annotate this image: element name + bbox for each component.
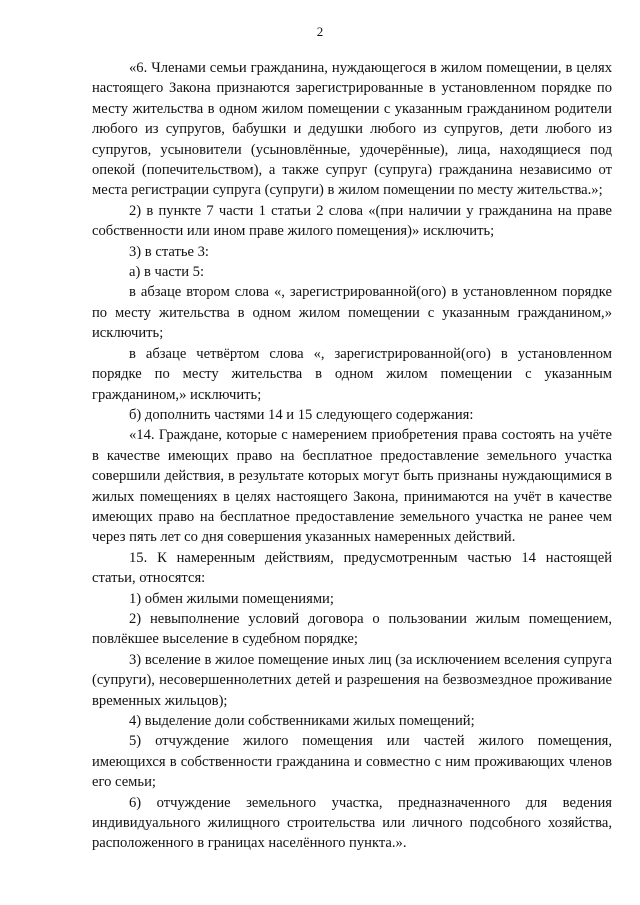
paragraph-article-3-heading: 3) в статье 3: bbox=[129, 243, 209, 260]
paragraph-fourth-clause: в абзаце четвёртом слова «, зарегистрированной(ого) в установленном порядке по месту жительства в одном жилом помещении с указанным гражданином,» исключить; bbox=[92, 345, 612, 403]
list-item-5: 5) отчуждение жилого помещения или частей жилого помещения, имеющихся в собственности гражданина и совместно с ним проживающих членов его семьи; bbox=[92, 733, 612, 791]
paragraph-part-15: 15. К намеренным действиям, предусмотренным частью 14 настоящей статьи, относятся: bbox=[92, 549, 612, 587]
list-item-2: 2) невыполнение условий договора о пользовании жилым помещением, повлёкшее выселение в судебном порядке; bbox=[92, 610, 612, 648]
paragraph-part-5-heading: а) в части 5: bbox=[129, 264, 205, 281]
paragraph-second-clause: в абзаце втором слова «, зарегистрированной(ого) в установленном порядке по месту жительства в одном жилом помещении с указанным гражданином,» исключить; bbox=[92, 284, 612, 342]
paragraph-amendment-article-2: 2) в пункте 7 части 1 статьи 2 слова «(при наличии у гражданина на праве собственности или ином праве жилого помещения)» исключить; bbox=[92, 202, 612, 240]
page-number: 2 bbox=[316, 24, 324, 39]
list-item-4: 4) выделение доли собственниками жилых помещений; bbox=[129, 713, 475, 729]
paragraph-family-members-definition: «6. Членами семьи гражданина, нуждающегося в жилом помещении, в целях настоящего Закона признаются зарегистрированные в установленном порядке по месту жительства в одном жилом помещении с указанным гражданином родители любого из супругов, бабушки и дедушки любого из супругов, дети любого из супругов, усыновители (усыновлённые, удочерённые), лица, находящиеся под опекой (попечительством), а также супруг (супруга) гражданина независимо от места регистрации супруга (супруги) в жилом помещении по месту жительства.»; bbox=[92, 60, 612, 199]
list-item-3: 3) вселение в жилое помещение иных лиц (за исключением вселения супруга (супруги), несовершеннолетних детей и разрешения на безвозмездное проживание временных жильцов); bbox=[92, 651, 612, 709]
paragraph-add-parts-14-15: б) дополнить частями 14 и 15 следующего содержания: bbox=[129, 406, 474, 423]
list-item-1: 1) обмен жилыми помещениями; bbox=[129, 590, 334, 607]
list-item-6: 6) отчуждение земельного участка, предназначенного для ведения индивидуального жилищного строительства или личного подсобного хозяйства, расположенного в границах населённого пункта.». bbox=[92, 794, 612, 852]
paragraph-part-14: «14. Граждане, которые с намерением приобретения права состоять на учёте в качестве имеющих право на бесплатное предоставление земельного участка совершили действия, в результате которых могут быть признаны нуждающимися в жилых помещениях в целях настоящего Закона, принимаются на учёт в качестве имеющих право на бесплатное предоставление земельного участка не ранее чем через пять лет со дня совершения указанных намеренных действий. bbox=[92, 427, 612, 546]
document-body bbox=[92, 58, 612, 854]
